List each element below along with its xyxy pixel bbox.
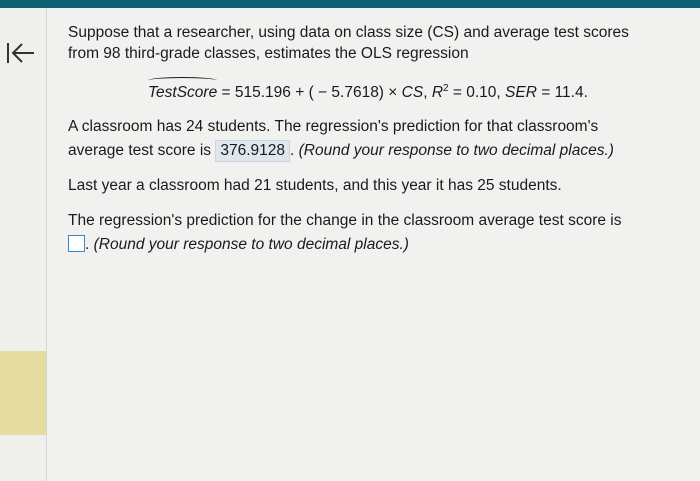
back-arrow-icon[interactable] [3,38,39,68]
question-3 [68,209,688,257]
question-2: Last year a classroom had 21 students, and this year it has 25 students. [68,177,562,195]
question-3-line-1: The regression's prediction for the change in the classroom average test score is [68,212,622,230]
answer-field-filled[interactable]: 376.9128 [215,140,290,162]
intro-line-1: Suppose that a researcher, using data on class size (CS) and average test scores [68,24,629,41]
problem-intro [68,22,688,64]
question-1-line-1: A classroom has 24 students. The regression's prediction for that classroom's [68,118,599,136]
equation-r-exponent: 2 [443,83,449,94]
answer-input-empty[interactable] [68,235,85,252]
sidebar [0,8,47,481]
equation-r-value: = 0.10, [448,84,506,102]
equation-ser: SER [505,84,537,102]
question-1-prefix: average test score is [68,142,216,160]
equation-comma: , [423,84,432,102]
sidebar-highlight [0,351,46,435]
regression-equation [148,78,688,103]
equation-coefficients: = 515.196 + ( − 5.7618) × [217,84,402,102]
question-3-dot: . [85,236,94,254]
intro-line-2: from 98 third-grade classes, estimates the OLS regression [68,45,469,62]
question-1 [68,115,688,163]
question-content [68,22,688,257]
equation-r: R [431,84,444,102]
equation-cs: CS [401,84,424,102]
question-1-dot: . [289,142,299,160]
test-score-hat: TestScore [148,84,218,102]
equation-ser-value: = 11.4. [536,84,588,102]
question-1-rounding-note: (Round your response to two decimal places.) [298,142,614,160]
top-bar [0,0,700,8]
question-3-rounding-note: (Round your response to two decimal places.) [93,236,409,254]
